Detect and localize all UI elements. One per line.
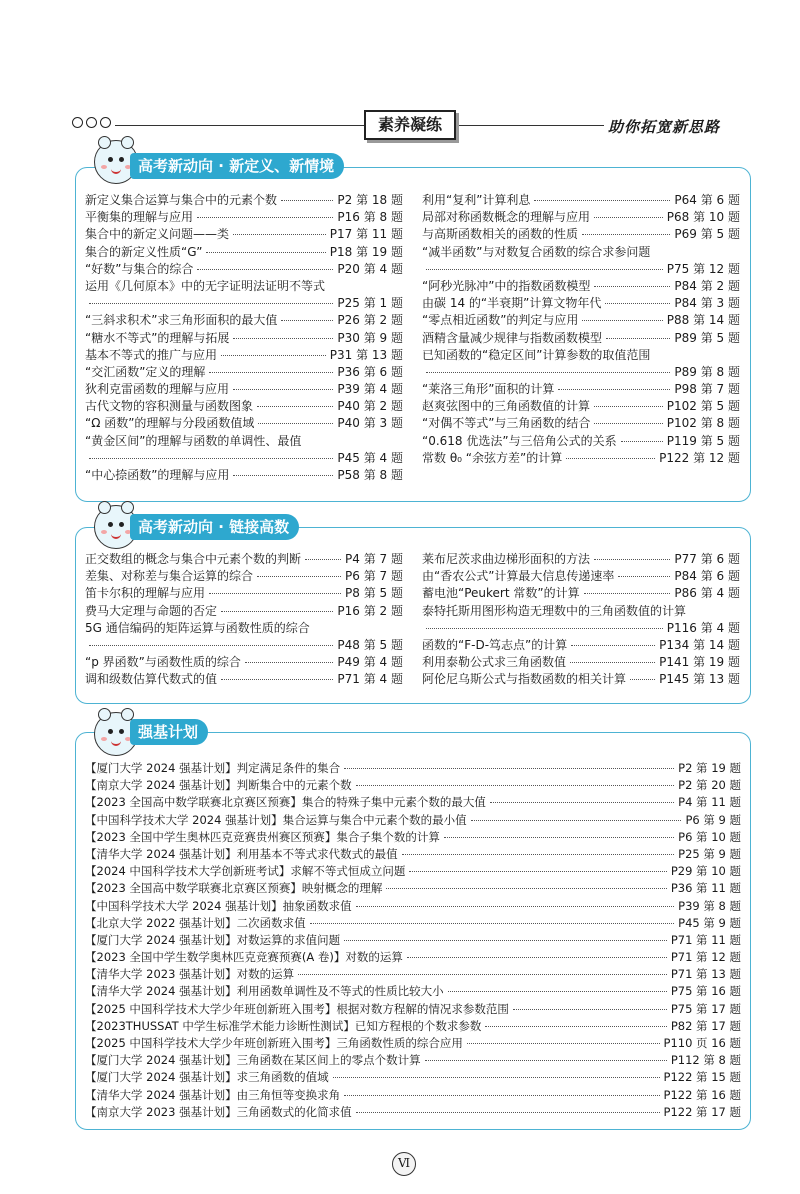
leader-dots — [221, 611, 333, 612]
item-page-ref: P122 第 12 题 — [659, 450, 740, 465]
item-topic: 古代文物的容积测量与函数图象 — [85, 399, 254, 414]
item-topic: 【厦门大学 2024 强基计划】判定满足条件的集合 — [85, 761, 341, 775]
item-topic: “莱洛三角形”面积的计算 — [422, 382, 555, 397]
header-slogan: 助你拓宽新思路 — [604, 116, 758, 137]
item-page-ref: P39 第 8 题 — [678, 898, 741, 913]
leader-dots — [356, 1112, 660, 1113]
item-page-ref: P122 第 16 题 — [663, 1087, 741, 1102]
leader-dots — [594, 217, 663, 218]
item-page-ref: P84 第 3 题 — [674, 296, 740, 311]
leader-dots — [426, 372, 670, 373]
item-page-ref: P49 第 4 题 — [337, 655, 403, 670]
item-page-ref: P17 第 11 题 — [329, 227, 403, 242]
leader-dots — [209, 372, 333, 373]
leader-dots — [582, 234, 670, 235]
item-page-ref: P6 第 7 题 — [345, 569, 403, 584]
item-topic: 【清华大学 2024 强基计划】利用函数单调性及不等式的性质比较大小 — [85, 984, 444, 999]
item-topic: 【厦门大学 2024 强基计划】求三角函数的值域 — [85, 1070, 329, 1085]
list-item — [422, 364, 740, 381]
item-topic: “p 界函数”与函数性质的综合 — [85, 655, 241, 670]
item-topic: 与高斯函数相关的函数的性质 — [422, 227, 579, 242]
list-item — [85, 330, 403, 347]
list-item — [85, 1052, 741, 1069]
item-page-ref: P29 第 10 题 — [670, 864, 741, 879]
item-topic: 【厦门大学 2024 强基计划】对数运算的求值问题 — [85, 932, 341, 947]
leader-dots — [356, 906, 675, 907]
leader-dots — [257, 576, 341, 577]
item-page-ref: P134 第 14 题 — [659, 637, 740, 652]
leader-dots — [310, 923, 675, 924]
item-page-ref: P112 第 8 题 — [670, 1053, 741, 1068]
item-topic: 新定义集合运算与集合中的元素个数 — [85, 193, 278, 207]
list-item — [85, 398, 403, 415]
item-page-ref: P122 第 17 题 — [663, 1104, 741, 1119]
leader-dots — [258, 423, 333, 424]
leader-dots — [402, 854, 675, 855]
item-page-ref: P6 第 10 题 — [678, 829, 741, 844]
item-page-ref: P4 第 7 题 — [345, 552, 403, 566]
item-topic: 利用“复利”计算利息 — [422, 193, 531, 207]
item-topic: “三斜求积术”求三角形面积的最大值 — [85, 313, 278, 328]
leader-dots — [471, 820, 682, 821]
section-title: 高考新动向 · 链接高数 — [130, 514, 299, 540]
leader-dots — [570, 662, 655, 663]
item-topic: 【南京大学 2023 强基计划】三角函数式的化简求值 — [85, 1104, 352, 1119]
item-topic: 赵爽弦图中的三角函数值的计算 — [422, 399, 591, 414]
page-title: 素养凝练 — [364, 110, 456, 140]
list-item — [422, 312, 740, 329]
list-item — [85, 983, 741, 1000]
list-item — [85, 777, 741, 794]
leader-dots — [281, 320, 333, 321]
list-item — [422, 450, 740, 467]
item-topic: 函数的“F-D-笃志点”的计算 — [422, 637, 568, 652]
list-item — [85, 551, 403, 568]
item-page-ref: P75 第 16 题 — [670, 984, 741, 999]
item-page-ref: P75 第 12 题 — [666, 261, 740, 276]
list-item — [85, 1018, 741, 1035]
strong-base-list — [85, 760, 741, 1121]
item-page-ref: P71 第 11 题 — [670, 932, 741, 947]
item-topic: 差集、对称差与集合运算的综合 — [85, 569, 254, 584]
item-topic: 【清华大学 2024 强基计划】由三角恒等变换求角 — [85, 1087, 341, 1102]
leader-dots — [630, 679, 655, 680]
item-page-ref: P75 第 17 题 — [670, 1001, 741, 1016]
item-topic: “黄金区间”的理解与函数的单调性、最值 — [85, 433, 302, 448]
item-topic: 【2025 中国科学技术大学少年班创新班入围考】根据对数方程解的情况求参数范围 — [85, 1001, 509, 1016]
item-page-ref: P48 第 5 题 — [337, 637, 403, 652]
leader-dots — [534, 200, 670, 201]
item-page-ref: P40 第 2 题 — [337, 399, 403, 414]
item-topic: “零点相近函数”的判定与应用 — [422, 313, 579, 328]
list-item — [422, 637, 740, 654]
list-item — [422, 568, 740, 585]
list-item — [85, 863, 741, 880]
section-left-column — [85, 551, 403, 689]
list-item — [85, 226, 403, 243]
list-item — [85, 244, 403, 261]
item-topic: “好数”与集合的综合 — [85, 261, 194, 276]
item-page-ref: P88 第 14 题 — [666, 313, 740, 328]
item-page-ref: P102 第 5 题 — [666, 399, 740, 414]
item-topic: 利用泰勒公式求三角函数值 — [422, 655, 567, 670]
list-item — [85, 467, 403, 484]
list-item — [422, 654, 740, 671]
item-topic: 蓄电池“Peukert 常数”的计算 — [422, 586, 580, 601]
item-topic: 狄利克雷函数的理解与应用 — [85, 382, 230, 397]
leader-dots — [233, 234, 326, 235]
section-right-column — [422, 551, 740, 689]
list-item — [85, 192, 403, 209]
item-topic: 基本不等式的推广与应用 — [85, 347, 218, 362]
item-topic: 【中国科学技术大学 2024 强基计划】集合运算与集合中元素个数的最小值 — [85, 812, 467, 827]
list-item — [85, 880, 741, 897]
item-topic: 泰特托斯用图形构造无理数中的三角函数值的计算 — [422, 603, 687, 618]
leader-dots — [594, 559, 670, 560]
item-page-ref: P64 第 6 题 — [674, 193, 740, 207]
list-item — [85, 1035, 741, 1052]
list-item — [85, 209, 403, 226]
list-item — [422, 278, 740, 295]
leader-dots — [197, 269, 333, 270]
list-item — [85, 829, 741, 846]
list-item — [85, 347, 403, 364]
item-topic: 由碳 14 的“半衰期”计算文物年代 — [422, 296, 602, 311]
list-item — [422, 226, 740, 243]
item-topic: 已知函数的“稳定区间”计算参数的取值范围 — [422, 347, 651, 362]
item-page-ref: P98 第 7 题 — [674, 382, 740, 397]
item-topic: “对偶不等式”与三角函数的结合 — [422, 416, 591, 431]
item-page-ref: P71 第 12 题 — [670, 950, 741, 965]
item-page-ref: P36 第 11 题 — [670, 881, 741, 896]
item-page-ref: P40 第 3 题 — [337, 416, 403, 431]
list-item — [85, 261, 403, 278]
leader-dots — [448, 991, 667, 992]
item-page-ref: P84 第 6 题 — [674, 569, 740, 584]
section-title: 强基计划 — [130, 719, 208, 745]
item-topic: 平衡集的理解与应用 — [85, 210, 194, 225]
list-item — [85, 278, 403, 295]
item-topic: 正交数组的概念与集合中元素个数的判断 — [85, 552, 302, 566]
leader-dots — [233, 338, 333, 339]
item-topic: 常数 θ₀ “余弦方差”的计算 — [422, 450, 563, 465]
list-item — [85, 812, 741, 829]
leader-dots — [356, 785, 675, 786]
leader-dots — [197, 217, 333, 218]
leader-dots — [566, 458, 655, 459]
leader-dots — [407, 957, 667, 958]
list-item — [85, 1069, 741, 1086]
list-item — [422, 671, 740, 688]
leader-dots — [409, 871, 666, 872]
item-topic: 由“香农公式”计算最大信息传递速率 — [422, 569, 615, 584]
item-topic: 调和级数估算代数式的值 — [85, 672, 218, 687]
leader-dots — [257, 406, 333, 407]
leader-dots — [245, 662, 334, 663]
leader-dots — [444, 837, 674, 838]
item-topic: “交汇函数”定义的理解 — [85, 364, 206, 379]
list-item — [422, 192, 740, 209]
item-page-ref: P68 第 10 题 — [666, 210, 740, 225]
item-topic: 笛卡尔积的理解与应用 — [85, 586, 206, 601]
item-topic: 【2023 全国中学生奥林匹克竞赛贵州赛区预赛】集合子集个数的计算 — [85, 829, 440, 844]
leader-dots — [344, 940, 667, 941]
list-item — [422, 585, 740, 602]
leader-dots — [426, 269, 663, 270]
item-topic: 【清华大学 2024 强基计划】利用基本不等式求代数式的最值 — [85, 846, 398, 861]
leader-dots — [513, 1009, 667, 1010]
list-item — [422, 261, 740, 278]
leader-dots — [618, 576, 670, 577]
item-page-ref: P45 第 9 题 — [678, 915, 741, 930]
list-item — [85, 654, 403, 671]
leader-dots — [298, 974, 667, 975]
list-item — [85, 450, 403, 467]
item-page-ref: P89 第 5 题 — [674, 330, 740, 345]
leader-dots — [333, 1077, 660, 1078]
list-item — [85, 433, 403, 450]
item-page-ref: P36 第 6 题 — [337, 364, 403, 379]
list-item — [422, 209, 740, 226]
leader-dots — [89, 458, 333, 459]
leader-dots — [485, 1026, 667, 1027]
item-topic: 集合中的新定义问题——类 — [85, 227, 230, 242]
leader-dots — [605, 303, 670, 304]
item-page-ref: P25 第 9 题 — [678, 846, 741, 861]
list-item — [422, 603, 740, 620]
list-item — [85, 381, 403, 398]
list-item — [85, 568, 403, 585]
item-topic: 莱布尼茨求曲边梯形面积的方法 — [422, 552, 591, 566]
item-page-ref: P77 第 6 题 — [674, 552, 740, 566]
list-item — [422, 347, 740, 364]
item-page-ref: P116 第 4 题 — [666, 620, 740, 635]
item-page-ref: P45 第 4 题 — [337, 450, 403, 465]
leader-dots — [606, 338, 670, 339]
list-item — [422, 244, 740, 261]
leader-dots — [233, 389, 333, 390]
item-page-ref: P16 第 2 题 — [337, 603, 403, 618]
item-page-ref: P31 第 13 题 — [329, 347, 403, 362]
list-item — [85, 966, 741, 983]
list-item — [85, 794, 741, 811]
list-item — [85, 1001, 741, 1018]
list-item — [85, 1087, 741, 1104]
leader-dots — [594, 423, 662, 424]
item-page-ref: P82 第 17 题 — [670, 1018, 741, 1033]
list-item — [85, 637, 403, 654]
item-topic: 【中国科学技术大学 2024 强基计划】抽象函数求值 — [85, 898, 352, 913]
item-page-ref: P102 第 8 题 — [666, 416, 740, 431]
leader-dots — [558, 389, 670, 390]
item-page-ref: P58 第 8 题 — [337, 468, 403, 482]
leader-dots — [209, 593, 341, 594]
section-title: 高考新动向 · 新定义、新情境 — [130, 153, 344, 179]
item-page-ref: P26 第 2 题 — [337, 313, 403, 328]
list-item — [85, 364, 403, 381]
item-topic: 【北京大学 2022 强基计划】二次函数求值 — [85, 915, 306, 930]
three-circles-icon — [72, 117, 115, 128]
list-item — [85, 312, 403, 329]
leader-dots — [425, 1060, 667, 1061]
item-page-ref: P30 第 9 题 — [337, 330, 403, 345]
leader-dots — [281, 200, 333, 201]
item-page-ref: P4 第 11 题 — [678, 795, 741, 810]
item-topic: 【2023 全国高中数学联赛北京赛区预赛】集合的特殊子集中元素个数的最大值 — [85, 795, 486, 810]
item-topic: 【2024 中国科学技术大学创新班考试】求解不等式恒成立问题 — [85, 864, 406, 879]
list-item — [85, 898, 741, 915]
leader-dots — [621, 441, 663, 442]
item-topic: “0.618 优选法”与三倍角公式的关系 — [422, 433, 617, 448]
item-page-ref: P25 第 1 题 — [337, 296, 403, 311]
list-item — [85, 760, 741, 777]
item-topic: 【清华大学 2023 强基计划】对数的运算 — [85, 967, 295, 982]
item-topic: 费马大定理与命题的否定 — [85, 603, 218, 618]
page-number: Ⅵ — [392, 1152, 416, 1176]
item-page-ref: P16 第 8 题 — [337, 210, 403, 225]
item-page-ref: P39 第 4 题 — [337, 382, 403, 397]
list-item — [85, 949, 741, 966]
item-topic: 阿伦尼乌斯公式与指数函数的相关计算 — [422, 672, 627, 687]
section-right-column — [422, 192, 740, 467]
leader-dots — [233, 475, 333, 476]
item-page-ref: P71 第 13 题 — [670, 967, 741, 982]
leader-dots — [594, 286, 670, 287]
list-item — [422, 330, 740, 347]
item-page-ref: P84 第 2 题 — [674, 278, 740, 293]
item-topic: “Ω 函数”的理解与分段函数值域 — [85, 416, 255, 431]
item-page-ref: P6 第 9 题 — [685, 812, 741, 827]
list-item — [422, 381, 740, 398]
leader-dots — [571, 645, 655, 646]
item-topic: 【南京大学 2024 强基计划】判断集合中的元素个数 — [85, 778, 352, 793]
leader-dots — [594, 406, 663, 407]
list-item — [422, 620, 740, 637]
leader-dots — [426, 628, 663, 629]
leader-dots — [490, 802, 674, 803]
item-page-ref: P122 第 15 题 — [663, 1070, 741, 1085]
list-item — [85, 415, 403, 432]
list-item — [422, 551, 740, 568]
item-topic: 局部对称函数概念的理解与应用 — [422, 210, 591, 225]
list-item — [85, 846, 741, 863]
leader-dots — [89, 303, 333, 304]
item-page-ref: P8 第 5 题 — [345, 586, 403, 601]
item-page-ref: P145 第 13 题 — [659, 672, 740, 687]
leader-dots — [584, 593, 671, 594]
section-left-column — [85, 192, 403, 484]
leader-dots — [344, 1095, 659, 1096]
leader-dots — [206, 252, 325, 253]
leader-dots — [386, 888, 666, 889]
item-topic: 运用《几何原本》中的无字证明法证明不等式 — [85, 278, 326, 293]
list-item — [422, 415, 740, 432]
item-page-ref: P2 第 18 题 — [337, 193, 403, 207]
item-page-ref: P20 第 4 题 — [337, 261, 403, 276]
list-item — [85, 932, 741, 949]
item-page-ref: P2 第 20 题 — [678, 778, 741, 793]
item-topic: 酒精含量减少规律与指数函数模型 — [422, 330, 603, 345]
list-item — [85, 671, 403, 688]
list-item — [85, 585, 403, 602]
leader-dots — [89, 645, 333, 646]
item-topic: 集合的新定义性质“G” — [85, 244, 203, 259]
item-page-ref: P89 第 8 题 — [674, 364, 740, 379]
leader-dots — [582, 320, 662, 321]
item-page-ref: P2 第 19 题 — [678, 761, 741, 775]
item-topic: 5G 通信编码的矩阵运算与函数性质的综合 — [85, 620, 310, 635]
list-item — [85, 1104, 741, 1121]
item-topic: “阿秒光脉冲”中的指数函数模型 — [422, 278, 591, 293]
item-page-ref: P18 第 19 题 — [329, 244, 403, 259]
item-topic: “中心捺函数”的理解与应用 — [85, 468, 230, 482]
item-page-ref: P71 第 4 题 — [337, 672, 403, 687]
leader-dots — [305, 559, 341, 560]
leader-dots — [467, 1043, 660, 1044]
list-item — [422, 433, 740, 450]
leader-dots — [221, 679, 333, 680]
leader-dots — [344, 768, 674, 769]
item-topic: “糖水不等式”的理解与拓展 — [85, 330, 230, 345]
leader-dots — [221, 355, 326, 356]
list-item — [85, 295, 403, 312]
item-topic: 【2023 全国高中数学联赛北京赛区预赛】映射概念的理解 — [85, 881, 383, 896]
item-page-ref: P69 第 5 题 — [674, 227, 740, 242]
list-item — [422, 295, 740, 312]
list-item — [85, 915, 741, 932]
item-topic: 【2023 全国中学生数学奥林匹克竞赛预赛(A 卷)】对数的运算 — [85, 950, 403, 965]
list-item — [85, 603, 403, 620]
item-topic: 【厦门大学 2024 强基计划】三角函数在某区间上的零点个数计算 — [85, 1053, 421, 1068]
item-page-ref: P86 第 4 题 — [674, 586, 740, 601]
item-topic: 【2023THUSSAT 中学生标准学术能力诊断性测试】已知方程根的个数求参数 — [85, 1018, 482, 1033]
item-page-ref: P119 第 5 题 — [666, 433, 740, 448]
list-item — [85, 620, 403, 637]
item-topic: 【2025 中国科学技术大学少年班创新班入围考】三角函数性质的综合应用 — [85, 1036, 463, 1050]
list-item — [422, 398, 740, 415]
item-page-ref: P110 页 16 题 — [663, 1036, 741, 1050]
item-topic: “减半函数”与对数复合函数的综合求参问题 — [422, 244, 651, 259]
item-page-ref: P141 第 19 题 — [659, 655, 740, 670]
